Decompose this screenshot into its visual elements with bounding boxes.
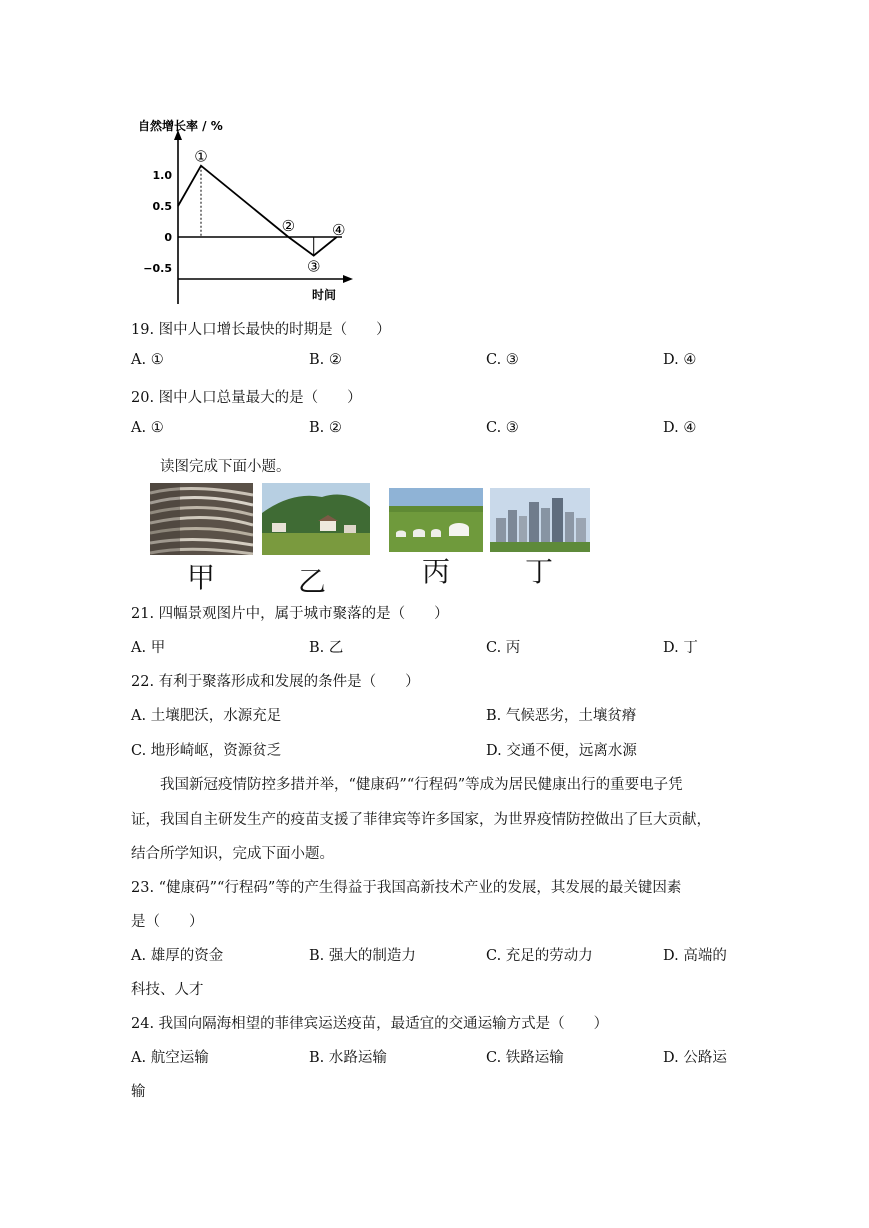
q19-stem: 19. 图中人口增长最快的时期是（ ） (131, 322, 391, 338)
point-label: ① (194, 147, 208, 166)
q21-option-c[interactable]: C. 丙 (486, 640, 521, 656)
growth-rate-line (178, 166, 337, 256)
point-label: ② (281, 217, 296, 235)
caption-ding: 丁 (525, 555, 554, 588)
q19-option-b[interactable]: B. ② (309, 352, 342, 368)
q21-stem: 21. 四幅景观图片中，属于城市聚落的是（ ） (131, 606, 449, 622)
q22-option-a[interactable]: A. 土壤肥沃，水源充足 (131, 708, 282, 724)
q20-option-b[interactable]: B. ② (309, 420, 342, 436)
q24-option-d[interactable]: D. 公路运 (663, 1050, 727, 1066)
q24-option-d-wrap[interactable]: 输 (131, 1084, 146, 1100)
point-label: ③ (306, 257, 321, 276)
q21-option-b[interactable]: B. 乙 (309, 640, 344, 656)
q23-stem-line-1: 23. “健康码”“行程码”等的产生得益于我国高新技术产业的发展，其发展的最关键因素 (131, 880, 682, 896)
x-axis-label: 时间 (312, 288, 337, 302)
passage-line-1: 我国新冠疫情防控多措并举，“健康码”“行程码”等成为居民健康出行的重要电子凭 (160, 777, 683, 793)
q20-stem: 20. 图中人口总量最大的是（ ） (131, 390, 362, 406)
time-axis-arrow (343, 275, 353, 283)
q22-stem: 22. 有利于聚落形成和发展的条件是（ ） (131, 674, 420, 690)
chart-svg (138, 116, 353, 308)
y-tick-label: 0.5 (152, 200, 172, 213)
photo-bing-yurts (389, 488, 483, 552)
passage-line-3: 结合所学知识，完成下面小题。 (131, 846, 334, 862)
y-axis-label: 自然增长率 / % (138, 119, 223, 133)
y-tick-label: −0.5 (143, 262, 172, 275)
q23-stem-line-2: 是（ ） (131, 914, 204, 930)
q22-option-c[interactable]: C. 地形崎岖，资源贫乏 (131, 743, 282, 759)
photo-yi-village (262, 483, 370, 555)
q24-option-a[interactable]: A. 航空运输 (131, 1050, 209, 1066)
caption-jia: 甲 (187, 561, 216, 594)
q23-option-d-wrap[interactable]: 科技、人才 (131, 982, 204, 998)
q24-option-b[interactable]: B. 水路运输 (309, 1050, 387, 1066)
q21-option-a[interactable]: A. 甲 (131, 640, 166, 656)
q23-option-c[interactable]: C. 充足的劳动力 (486, 948, 593, 964)
q23-option-a[interactable]: A. 雄厚的资金 (131, 948, 224, 964)
series-line (178, 166, 337, 256)
point-label: ④ (331, 221, 346, 239)
q23-option-b[interactable]: B. 强大的制造力 (309, 948, 416, 964)
photo-ding-city (490, 488, 590, 552)
q24-stem: 24. 我国向隔海相望的菲律宾运送疫苗，最适宜的交通运输方式是（ ） (131, 1016, 609, 1032)
population-growth-chart (138, 116, 353, 308)
q21-option-d[interactable]: D. 丁 (663, 640, 698, 656)
q19-option-a[interactable]: A. ① (131, 352, 164, 368)
q22-option-b[interactable]: B. 气候恶劣，土壤贫瘠 (486, 708, 637, 724)
y-tick-label: 0 (164, 231, 172, 244)
photo-jia-terraces (150, 483, 253, 555)
y-tick-label: 1.0 (152, 169, 172, 182)
q24-option-c[interactable]: C. 铁路运输 (486, 1050, 564, 1066)
q19-option-d[interactable]: D. ④ (663, 352, 697, 368)
q20-option-a[interactable]: A. ① (131, 420, 164, 436)
point-labels (194, 148, 345, 276)
caption-bing: 丙 (422, 555, 451, 588)
q19-option-c[interactable]: C. ③ (486, 352, 519, 368)
caption-yi: 乙 (298, 565, 327, 598)
passage-line-2: 证，我国自主研发生产的疫苗支援了菲律宾等许多国家，为世界疫情防控做出了巨大贡献， (131, 812, 711, 828)
q20-option-c[interactable]: C. ③ (486, 420, 519, 436)
intro-text: 读图完成下面小题。 (160, 459, 291, 475)
q23-option-d[interactable]: D. 高端的 (663, 948, 727, 964)
q20-option-d[interactable]: D. ④ (663, 420, 697, 436)
y-tick-labels (143, 169, 172, 275)
q22-option-d[interactable]: D. 交通不便，远离水源 (486, 743, 637, 759)
